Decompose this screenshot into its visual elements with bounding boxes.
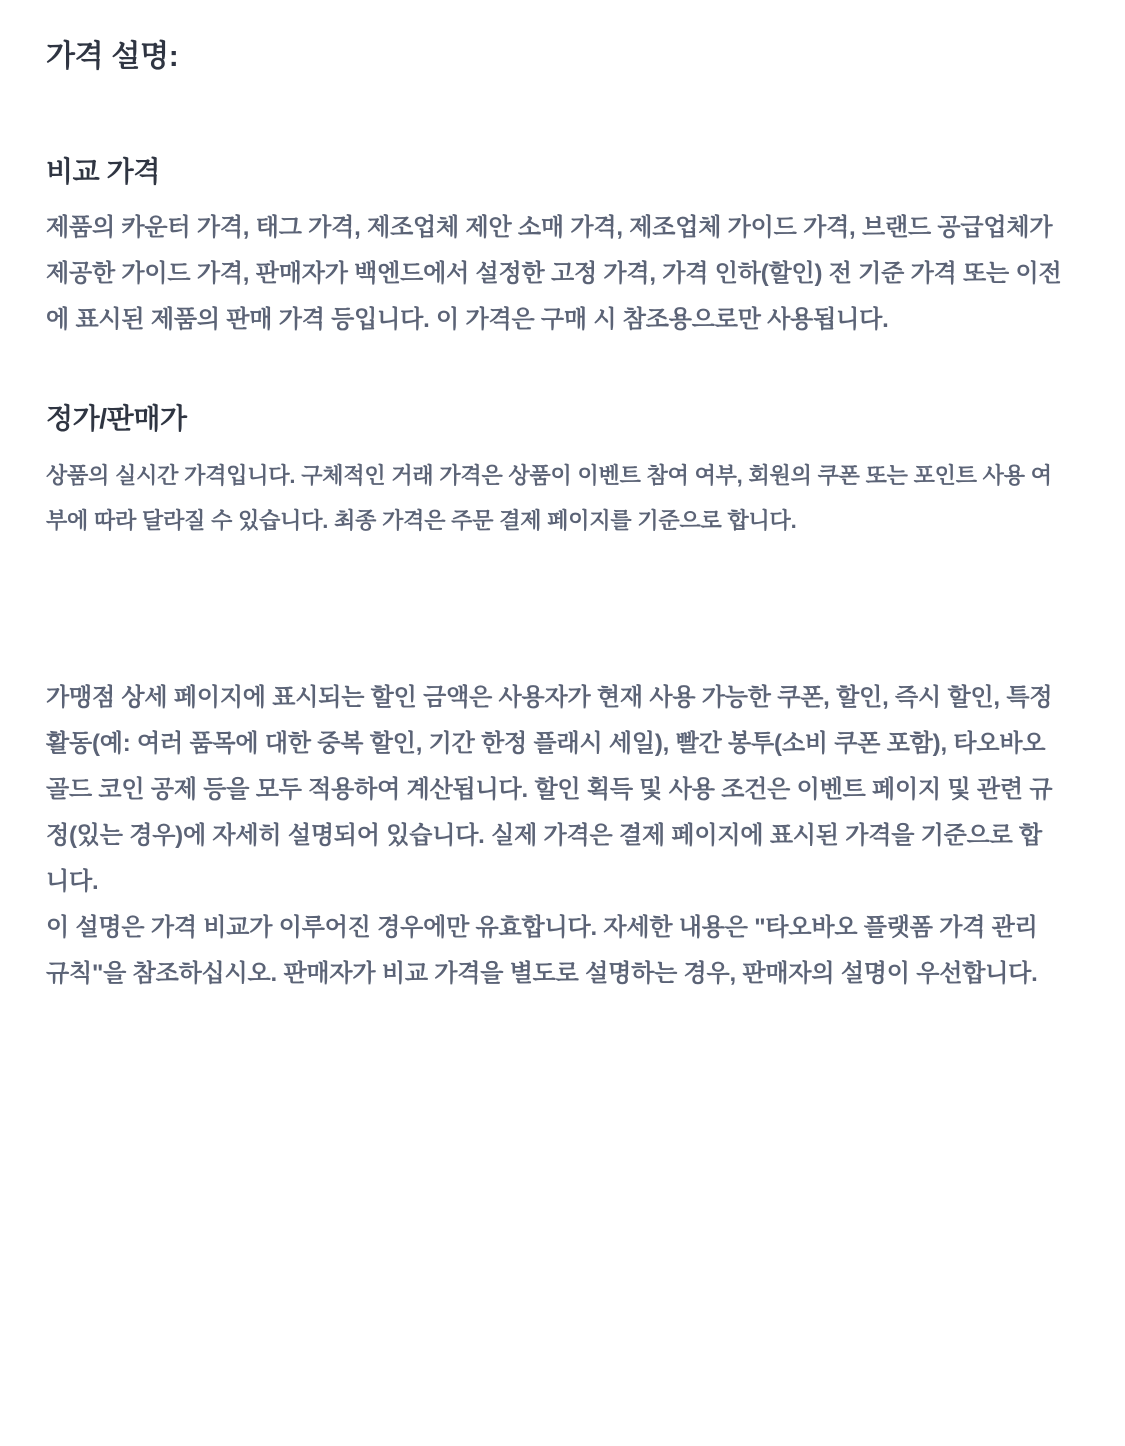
section-heading-list-sale-price: 정가/판매가	[46, 403, 187, 435]
paragraph-disclaimer	[46, 905, 1063, 997]
section-body-list-sale-price: 상품의 실시간 가격입니다. 구체적인 거래 가격은 상품이 이벤트 참여 여부, 회원의 쿠폰 또는 포인트 사용 여부에 따라 달라질 수 있습니다. 최종 가격은 주문 결제 페이지를 기준으로 합니다.	[46, 462, 1052, 533]
section-list-sale-price	[46, 399, 1063, 542]
page-title: 가격 설명:	[46, 40, 179, 73]
paragraph-discount-calculation-text: 가맹점 상세 페이지에 표시되는 할인 금액은 사용자가 현재 사용 가능한 쿠폰, 할인, 즉시 할인, 특정 활동(예: 여러 품목에 대한 중복 할인, 기간 한정 플래시 세일), 빨간 봉투(소비 쿠폰 포함), 타오바오 골드 코인 공제 등을 모두 적용하여 계산됩니다. 할인 획득 및 사용 조건은 이벤트 페이지 및 관련 규정(있는 경우)에 자세히 설명되어 있습니다. 실제 가격은 결제 페이지에 표시된 가격을 기준으로 합니다.	[46, 683, 1053, 896]
paragraph-discount-calculation	[46, 675, 1063, 905]
section-body-comparison-price: 제품의 카운터 가격, 태그 가격, 제조업체 제안 소매 가격, 제조업체 가이드 가격, 브랜드 공급업체가 제공한 가이드 가격, 판매자가 백엔드에서 설정한 고정 가격, 가격 인하(할인) 전 기준 가격 또는 이전에 표시된 제품의 판매 가격 등입니다. 이 가격은 구매 시 참조용으로만 사용됩니다.	[46, 214, 1062, 334]
section-heading-comparison-price: 비교 가격	[46, 156, 160, 187]
paragraph-disclaimer-text: 이 설명은 가격 비교가 이루어진 경우에만 유효합니다. 자세한 내용은 "타오바오 플랫폼 가격 관리 규칙"을 참조하십시오. 판매자가 비교 가격을 별도로 설명하는 경우, 판매자의 설명이 우선합니다.	[46, 914, 1038, 988]
section-comparison-price	[46, 152, 1063, 343]
